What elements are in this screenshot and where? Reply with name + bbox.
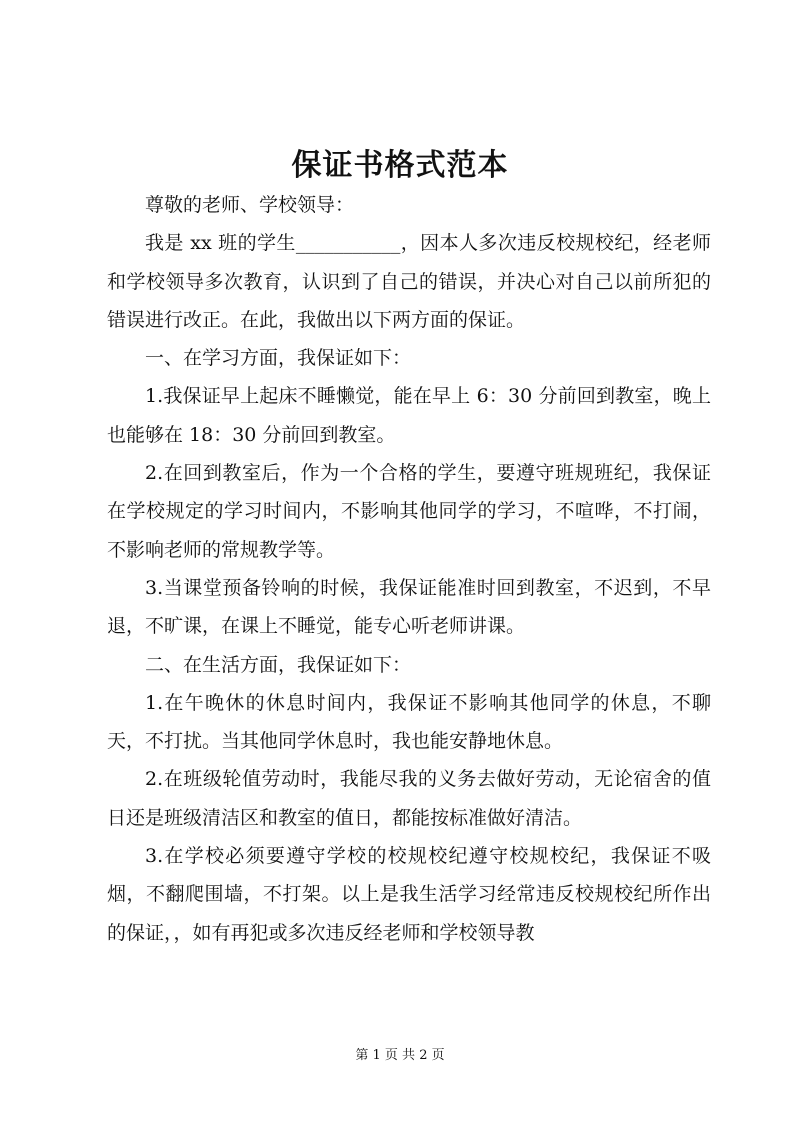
study-item-1: 1.我保证早上起床不睡懒觉，能在早上 6：30 分前回到教室，晚上也能够在 18：30 分前回到教室。: [107, 385, 711, 446]
life-item-2: 2.在班级轮值劳动时，我能尽我的义务去做好劳动，无论宿舍的值日还是班级清洁区和教室的值日，都能按标准做好清洁。: [107, 768, 711, 829]
salutation: 尊敬的老师、学校领导：: [145, 194, 355, 216]
life-item-3: 3.在学校必须要遵守学校的校规校纪遵守校规校纪，我保证不吸烟，不翻爬围墙，不打架。以上是我生活学习经常违反校规校纪所作出的保证，，如有再犯或多次违反经老师和学校领导教: [107, 845, 711, 944]
section-heading-life: 二、在生活方面，我保证如下：: [145, 653, 412, 676]
document-body: [107, 186, 711, 952]
page-footer: 第 1 页 共 2 页: [355, 1048, 445, 1063]
section-heading-study: 一、在学习方面，我保证如下：: [145, 347, 412, 370]
intro-paragraph: 我是 xx 班的学生___________，因本人多次违反校规校纪，经老师和学校领导多次教育，认识到了自己的错误，并决心对自己以前所犯的错误进行改正。在此，我做出以下两方面的保证。: [107, 232, 711, 331]
study-item-2: 2.在回到教室后，作为一个合格的学生，要遵守班规班纪，我保证在学校规定的学习时间内，不影响其他同学的学习，不喧哗，不打闹，不影响老师的常规教学等。: [107, 462, 711, 561]
page-title: 保证书格式范本: [291, 148, 509, 183]
life-item-1: 1.在午晚休的休息时间内，我保证不影响其他同学的休息，不聊天，不打扰。当其他同学休息时，我也能安静地休息。: [107, 691, 711, 753]
study-item-3: 3.当课堂预备铃响的时候，我保证能准时回到教室，不迟到，不早退，不旷课，在课上不睡觉，能专心听老师讲课。: [107, 576, 711, 638]
